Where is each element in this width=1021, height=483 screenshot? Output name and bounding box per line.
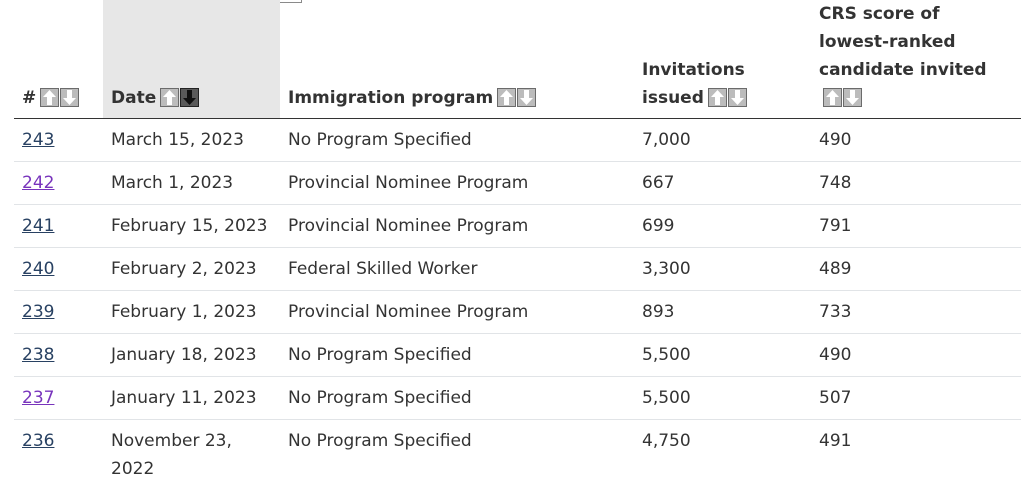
- cell-number: [14, 119, 103, 162]
- cell-crs-score: 491: [811, 420, 1021, 483]
- table-row: [14, 205, 1021, 248]
- cell-invitations: 893: [634, 291, 811, 334]
- table-row: [14, 162, 1021, 205]
- column-header-label: Date: [111, 88, 156, 108]
- sort-descending-button[interactable]: [517, 88, 536, 107]
- cell-number: [14, 248, 103, 291]
- sort-controls: [708, 88, 747, 107]
- cell-number: [14, 334, 103, 377]
- round-link[interactable]: 239: [22, 302, 54, 322]
- column-header-label: Invitations issued: [642, 60, 745, 108]
- cell-crs-score: 490: [811, 119, 1021, 162]
- table-row: [14, 291, 1021, 334]
- sort-descending-button[interactable]: [843, 88, 862, 107]
- table-row: [14, 420, 1021, 483]
- column-header-label: CRS score of lowest-ranked candidate invited: [819, 4, 987, 80]
- cell-number: [14, 420, 103, 483]
- cell-crs-score: 733: [811, 291, 1021, 334]
- cell-invitations: 699: [634, 205, 811, 248]
- arrow-down-icon: [520, 90, 533, 105]
- cell-program: No Program Specified: [280, 420, 634, 483]
- sort-descending-button[interactable]: [180, 88, 199, 107]
- round-link[interactable]: 236: [22, 431, 54, 451]
- cell-date: February 2, 2023: [103, 248, 280, 291]
- arrow-up-icon: [826, 90, 839, 105]
- sort-ascending-button[interactable]: [708, 88, 727, 107]
- sort-descending-button[interactable]: [60, 88, 79, 107]
- sort-ascending-button[interactable]: [497, 88, 516, 107]
- cell-program: Provincial Nominee Program: [280, 205, 634, 248]
- cell-number: [14, 291, 103, 334]
- column-header-number: [14, 0, 103, 119]
- column-header-label: Immigration program: [288, 88, 493, 108]
- cell-crs-score: 791: [811, 205, 1021, 248]
- cell-program: No Program Specified: [280, 119, 634, 162]
- rounds-table: [14, 0, 1021, 483]
- cell-date: March 1, 2023: [103, 162, 280, 205]
- cell-date: February 1, 2023: [103, 291, 280, 334]
- arrow-down-icon: [63, 90, 76, 105]
- cell-program: No Program Specified: [280, 377, 634, 420]
- cell-invitations: 4,750: [634, 420, 811, 483]
- arrow-up-icon: [500, 90, 513, 105]
- cell-date: March 15, 2023: [103, 119, 280, 162]
- column-header-invitations: [634, 0, 811, 119]
- sort-controls: [40, 88, 79, 107]
- sort-controls: [497, 88, 536, 107]
- arrow-down-icon: [731, 90, 744, 105]
- table-row: [14, 119, 1021, 162]
- cell-invitations: 3,300: [634, 248, 811, 291]
- table-row: [14, 334, 1021, 377]
- cell-program: No Program Specified: [280, 334, 634, 377]
- cell-program: Federal Skilled Worker: [280, 248, 634, 291]
- cell-crs-score: 490: [811, 334, 1021, 377]
- arrow-down-icon: [846, 90, 859, 105]
- column-header-label: #: [22, 88, 36, 108]
- cell-crs-score: 748: [811, 162, 1021, 205]
- cell-invitations: 667: [634, 162, 811, 205]
- round-link[interactable]: 243: [22, 130, 54, 150]
- cell-crs-score: 507: [811, 377, 1021, 420]
- cell-number: [14, 205, 103, 248]
- arrow-up-icon: [711, 90, 724, 105]
- sort-ascending-button[interactable]: [823, 88, 842, 107]
- round-link[interactable]: 242: [22, 173, 54, 193]
- cell-date: November 23, 2022: [103, 420, 280, 483]
- cell-date: January 11, 2023: [103, 377, 280, 420]
- column-header-crs-score: [811, 0, 1021, 119]
- arrow-up-icon: [43, 90, 56, 105]
- column-header-date: [103, 0, 280, 119]
- cell-program: Provincial Nominee Program: [280, 162, 634, 205]
- table-header-row: [14, 0, 1021, 119]
- cell-crs-score: 489: [811, 248, 1021, 291]
- cell-date: January 18, 2023: [103, 334, 280, 377]
- column-header-program: [280, 0, 634, 119]
- cell-invitations: 5,500: [634, 377, 811, 420]
- cell-number: [14, 377, 103, 420]
- table-row: [14, 377, 1021, 420]
- round-link[interactable]: 240: [22, 259, 54, 279]
- round-link[interactable]: 237: [22, 388, 54, 408]
- table-row: [14, 248, 1021, 291]
- sort-ascending-button[interactable]: [40, 88, 59, 107]
- sort-controls: [160, 88, 199, 107]
- round-link[interactable]: 238: [22, 345, 54, 365]
- cell-invitations: 7,000: [634, 119, 811, 162]
- arrow-up-icon: [163, 90, 176, 105]
- cell-date: February 15, 2023: [103, 205, 280, 248]
- cell-program: Provincial Nominee Program: [280, 291, 634, 334]
- cell-number: [14, 162, 103, 205]
- cell-invitations: 5,500: [634, 334, 811, 377]
- round-link[interactable]: 241: [22, 216, 54, 236]
- sort-descending-button[interactable]: [728, 88, 747, 107]
- sort-ascending-button[interactable]: [160, 88, 179, 107]
- arrow-down-icon: [183, 90, 196, 105]
- sort-controls: [823, 88, 862, 107]
